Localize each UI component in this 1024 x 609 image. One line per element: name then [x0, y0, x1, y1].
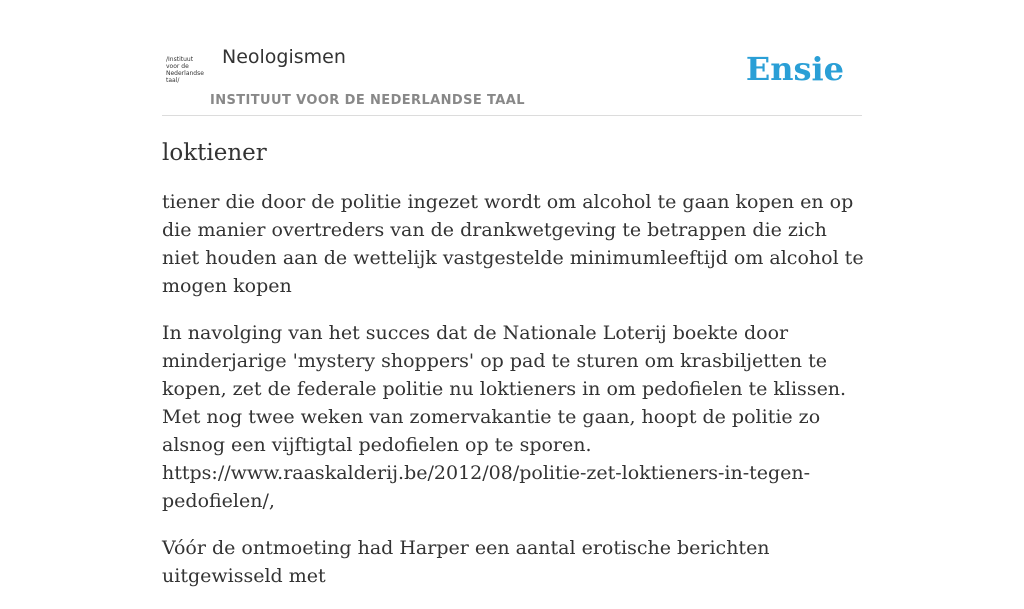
entry-example [162, 319, 867, 515]
ivdnt-logo[interactable] [166, 56, 208, 90]
logo-line: voor de [166, 63, 189, 70]
example-text: In navolging van het succes dat de Nationale Loterij boekte door minderjarige 'mystery shoppers' op pad te sturen om krasbiljetten te kopen, zet de federale politie nu loktieners in om pedofielen te klissen. Met nog twee weken van zomervakantie te gaan, hoopt de politie zo alsnog een vijftigtal pedofielen op te sporen. [162, 322, 847, 456]
ensie-logo-link[interactable]: Ensie [745, 50, 844, 88]
entry-example [162, 534, 867, 590]
logo-line: Nederlandse [166, 70, 204, 77]
organization-name: INSTITUUT VOOR DE NEDERLANDSE TAAL [210, 93, 525, 108]
entry-term: loktiener [162, 140, 267, 166]
site-name[interactable]: Neologismen [222, 46, 346, 68]
example-source-link[interactable]: https://www.raaskalderij.be/2012/08/politie-zet-loktieners-in-tegen-pedofielen/, [162, 462, 811, 512]
entry-definition: tiener die door de politie ingezet wordt om alcohol te gaan kopen en op die manier overtreders van de drankwetgeving te betrappen die zich niet houden aan de wettelijk vastgestelde minimumleeftijd om alcohol te mogen kopen [162, 191, 864, 297]
logo-line: /Instituut [166, 56, 194, 63]
entry-content [162, 136, 867, 609]
example-text: Vóór de ontmoeting had Harper een aantal erotische berichten uitgewisseld met [162, 537, 770, 587]
logo-line: taal/ [166, 77, 180, 84]
site-header [162, 40, 862, 116]
